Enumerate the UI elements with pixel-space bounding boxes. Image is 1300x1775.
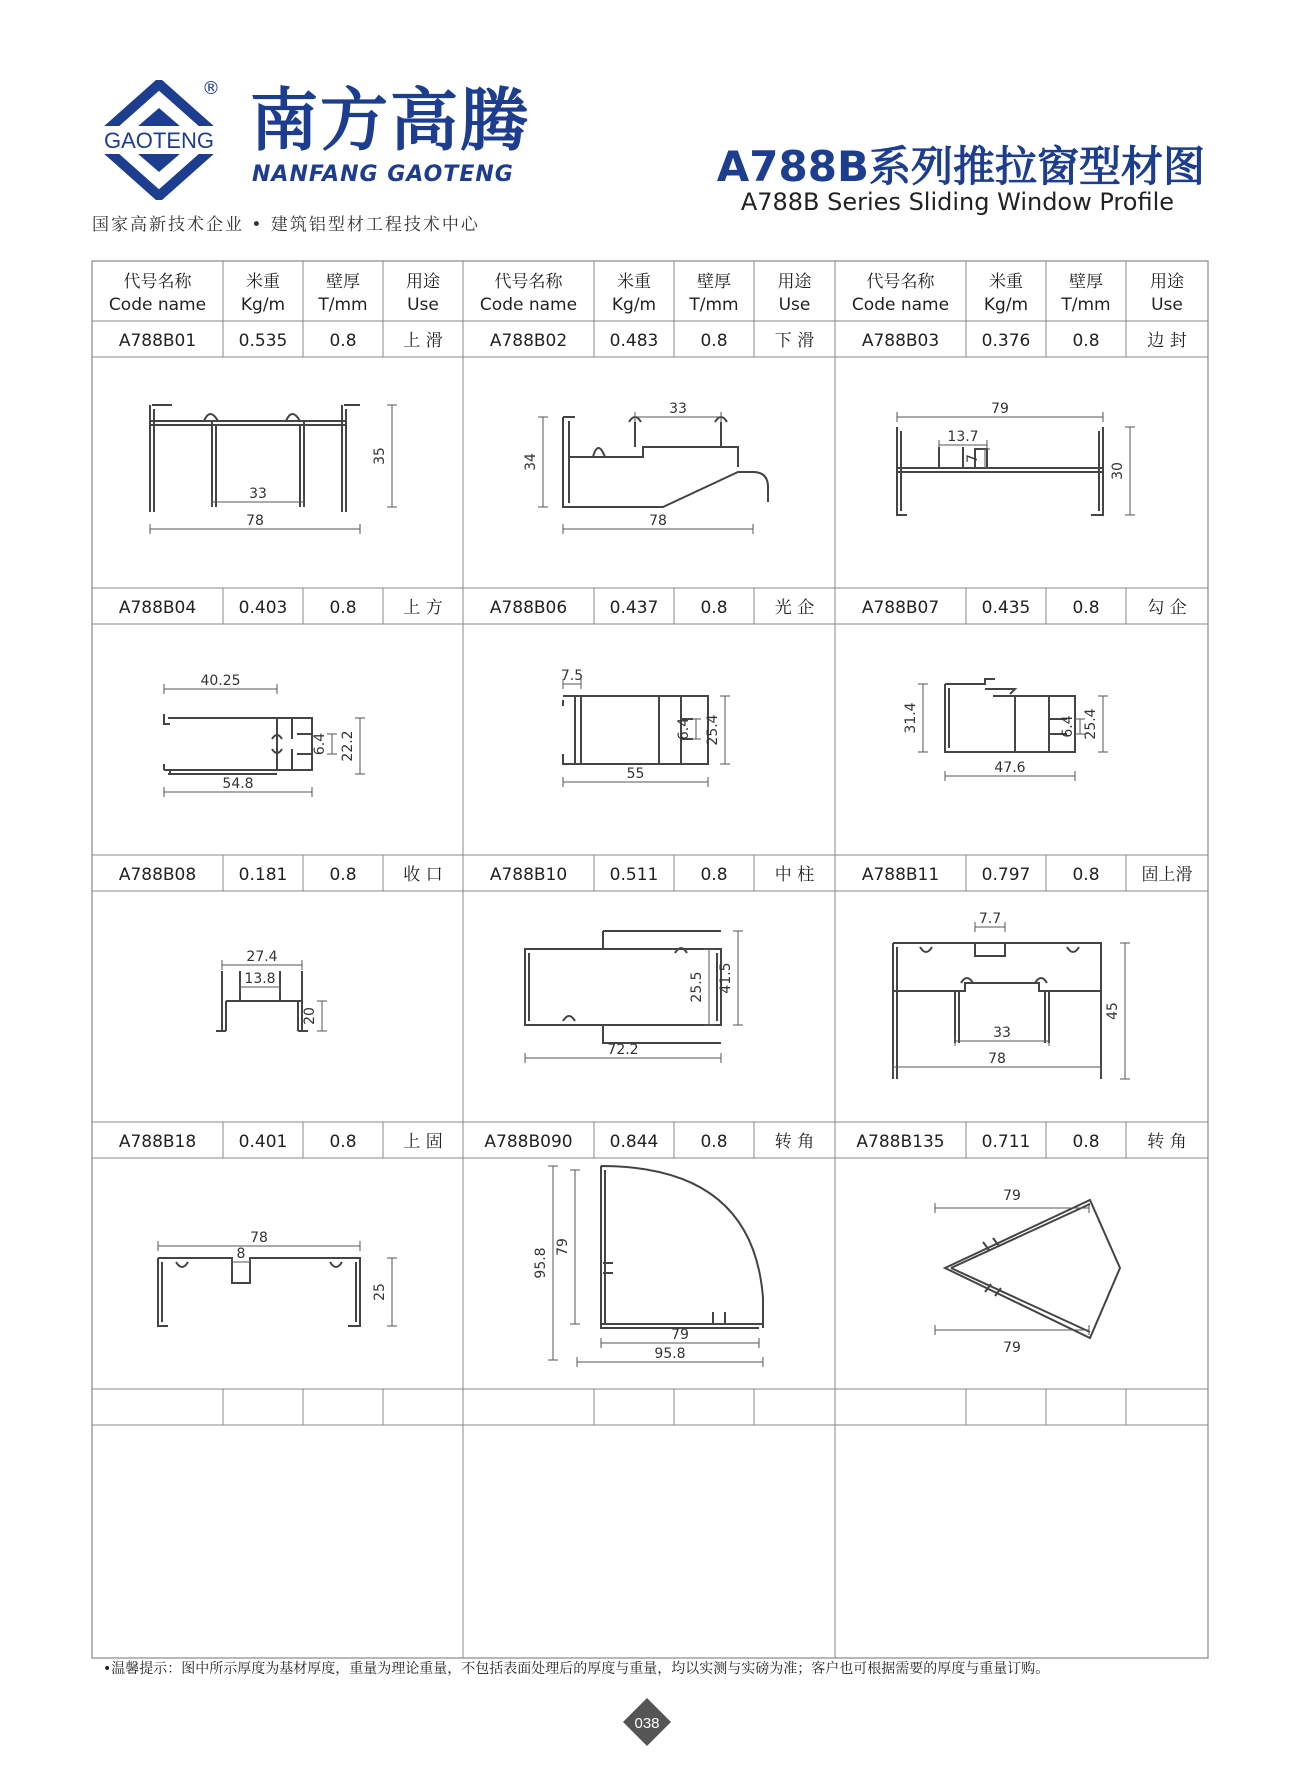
dimension-label: 79 [671, 1327, 689, 1343]
header-label-cn: 用途 [1150, 272, 1184, 292]
profile-weight: 0.435 [981, 598, 1031, 618]
dimension-label: 40.25 [200, 673, 241, 689]
profile-thickness: 0.8 [700, 598, 728, 618]
profile-drawing [893, 911, 1130, 1079]
profile-code: A788B090 [484, 1132, 573, 1152]
dimension-label: 7 [965, 454, 981, 463]
header-label-cn: 米重 [246, 272, 280, 292]
profile-weight: 0.511 [609, 865, 659, 885]
dimension-label: 79 [555, 1238, 571, 1256]
dimension-label: 47.6 [994, 760, 1026, 776]
brand-name-en: NANFANG GAOTENG [252, 162, 514, 187]
dimension-label: 55 [626, 766, 645, 782]
dimension-label: 79 [1003, 1188, 1021, 1204]
header-label-cn: 壁厚 [1069, 272, 1103, 292]
profile-drawing [164, 673, 365, 797]
profile-drawing [158, 1230, 397, 1326]
page-number: 038 [634, 1715, 660, 1732]
profile-use: 上 固 [403, 1132, 443, 1152]
profile-drawing [523, 401, 768, 534]
dimension-label: 33 [669, 401, 687, 417]
profile-use: 固上滑 [1141, 865, 1193, 885]
dimension-label: 78 [246, 513, 264, 529]
header-label-en: Kg/m [983, 295, 1029, 315]
header-label-cn: 用途 [406, 272, 440, 292]
dimension-label: 95.8 [533, 1247, 549, 1279]
profile-weight: 0.437 [609, 598, 659, 618]
dimension-label: 25.4 [1083, 708, 1099, 740]
profile-drawing [935, 1188, 1120, 1356]
dimension-label: 6.4 [312, 732, 328, 756]
profile-use: 勾 企 [1147, 598, 1187, 618]
profile-thickness: 0.8 [1072, 865, 1100, 885]
dimension-label: 8 [236, 1246, 246, 1262]
dimension-label: 13.7 [947, 429, 979, 445]
dimension-label: 33 [993, 1025, 1011, 1041]
dimension-label: 13.8 [244, 971, 276, 987]
dimension-label: 72.2 [607, 1042, 639, 1058]
profile-use: 中 柱 [774, 865, 815, 885]
dimension-label: 78 [649, 513, 667, 529]
header-label-en: T/mm [689, 295, 739, 315]
logo-text: GAOTENG [103, 128, 215, 153]
company-tagline: 国家高新技术企业 • 建筑铝型材工程技术中心 [92, 215, 480, 235]
footer-note: •温馨提示：图中所示厚度为基材厚度，重量为理论重量，不包括表面处理后的厚度与重量，均以实测与实磅为准；客户也可根据需要的厚度与重量订购。 [103, 1661, 1050, 1677]
profile-drawing [150, 405, 397, 534]
profile-code: A788B11 [861, 865, 940, 885]
profile-code: A788B135 [856, 1132, 945, 1152]
profile-use: 上 滑 [403, 331, 443, 351]
profile-use: 转 角 [774, 1132, 815, 1152]
dimension-label: 54.8 [222, 776, 254, 792]
dimension-label: 27.4 [246, 949, 278, 965]
profile-thickness: 0.8 [329, 1132, 357, 1152]
dimension-label: 79 [991, 401, 1009, 417]
profile-drawing [561, 668, 730, 787]
profile-code: A788B06 [489, 598, 568, 618]
page-title-en: A788B Series Sliding Window Profile [740, 188, 1174, 216]
profile-weight: 0.376 [981, 331, 1031, 351]
profile-weight: 0.535 [238, 331, 288, 351]
profile-thickness: 0.8 [329, 331, 357, 351]
profile-use: 下 滑 [774, 331, 815, 351]
profile-code: A788B03 [861, 331, 940, 351]
profile-code: A788B10 [489, 865, 568, 885]
profile-weight: 0.711 [981, 1132, 1031, 1152]
dimension-label: 79 [1003, 1340, 1021, 1356]
header-label-en: T/mm [318, 295, 368, 315]
header-label-en: Code name [479, 295, 578, 315]
page-title-cn: A788B系列推拉窗型材图 [716, 142, 1205, 191]
profile-weight: 0.401 [238, 1132, 288, 1152]
profile-thickness: 0.8 [700, 331, 728, 351]
dimension-label: 7.7 [978, 911, 1002, 927]
brand-name-cn: 南方高腾 [250, 82, 531, 161]
header-label-en: Kg/m [611, 295, 657, 315]
profile-code: A788B07 [861, 598, 940, 618]
dimension-label: 6.4 [1060, 715, 1076, 738]
profile-thickness: 0.8 [700, 1132, 728, 1152]
header-label-cn: 壁厚 [697, 272, 731, 292]
profile-use: 上 方 [403, 598, 443, 618]
dimension-label: 95.8 [654, 1346, 686, 1362]
dimension-label: 7.5 [560, 668, 584, 684]
profile-code: A788B04 [118, 598, 197, 618]
profile-drawing [525, 931, 743, 1063]
profile-use: 收 口 [403, 865, 443, 885]
header-label-cn: 代号名称 [494, 272, 563, 292]
profile-thickness: 0.8 [329, 598, 357, 618]
dimension-label: 25.5 [689, 971, 705, 1003]
page-number-badge [622, 1697, 672, 1747]
profile-use: 边 封 [1147, 331, 1187, 351]
header-label-en: Use [1151, 295, 1183, 315]
profile-weight: 0.483 [609, 331, 659, 351]
profile-code: A788B18 [118, 1132, 197, 1152]
dimension-label: 41.5 [718, 962, 734, 994]
header-label-cn: 壁厚 [326, 272, 360, 292]
profile-code: A788B08 [118, 865, 197, 885]
header-label-en: T/mm [1061, 295, 1111, 315]
dimension-label: 33 [249, 486, 267, 502]
profile-drawing [903, 679, 1108, 781]
profile-weight: 0.181 [238, 865, 288, 885]
profile-weight: 0.844 [609, 1132, 659, 1152]
profile-weight: 0.403 [238, 598, 288, 618]
dimension-label: 31.4 [903, 702, 919, 734]
dimension-label: 35 [372, 447, 388, 465]
header-label-cn: 用途 [777, 272, 812, 292]
dimension-label: 25 [372, 1283, 388, 1301]
header-label-en: Code name [851, 295, 950, 315]
profile-thickness: 0.8 [1072, 331, 1100, 351]
profile-thickness: 0.8 [1072, 598, 1100, 618]
dimension-label: 45 [1105, 1002, 1121, 1020]
profile-code: A788B02 [489, 331, 568, 351]
profile-thickness: 0.8 [700, 865, 728, 885]
profile-code: A788B01 [118, 331, 197, 351]
header-label-en: Kg/m [240, 295, 286, 315]
dimension-label: 22.2 [340, 730, 356, 762]
header-label-cn: 米重 [617, 272, 651, 292]
dimension-label: 78 [250, 1230, 268, 1246]
profile-drawing [897, 401, 1135, 515]
header-label-cn: 代号名称 [123, 272, 192, 292]
header-label-en: Use [407, 295, 439, 315]
dimension-label: 78 [988, 1051, 1006, 1067]
dimension-label: 6.4 [676, 717, 692, 741]
dimension-label: 20 [302, 1007, 318, 1025]
profile-use: 光 企 [774, 598, 815, 618]
header-label-en: Use [778, 295, 811, 315]
dimension-label: 25.4 [705, 714, 721, 746]
header-label-cn: 米重 [989, 272, 1023, 292]
profile-drawing [533, 1166, 763, 1367]
registered-mark: ® [202, 78, 220, 99]
profile-thickness: 0.8 [329, 865, 357, 885]
dimension-label: 34 [523, 453, 539, 471]
profile-use: 转 角 [1147, 1132, 1187, 1152]
profile-weight: 0.797 [981, 865, 1031, 885]
profile-drawing [216, 949, 327, 1031]
header-label-en: Code name [108, 295, 207, 315]
dimension-label: 30 [1110, 462, 1126, 480]
profile-thickness: 0.8 [1072, 1132, 1100, 1152]
header-label-cn: 代号名称 [866, 272, 935, 292]
